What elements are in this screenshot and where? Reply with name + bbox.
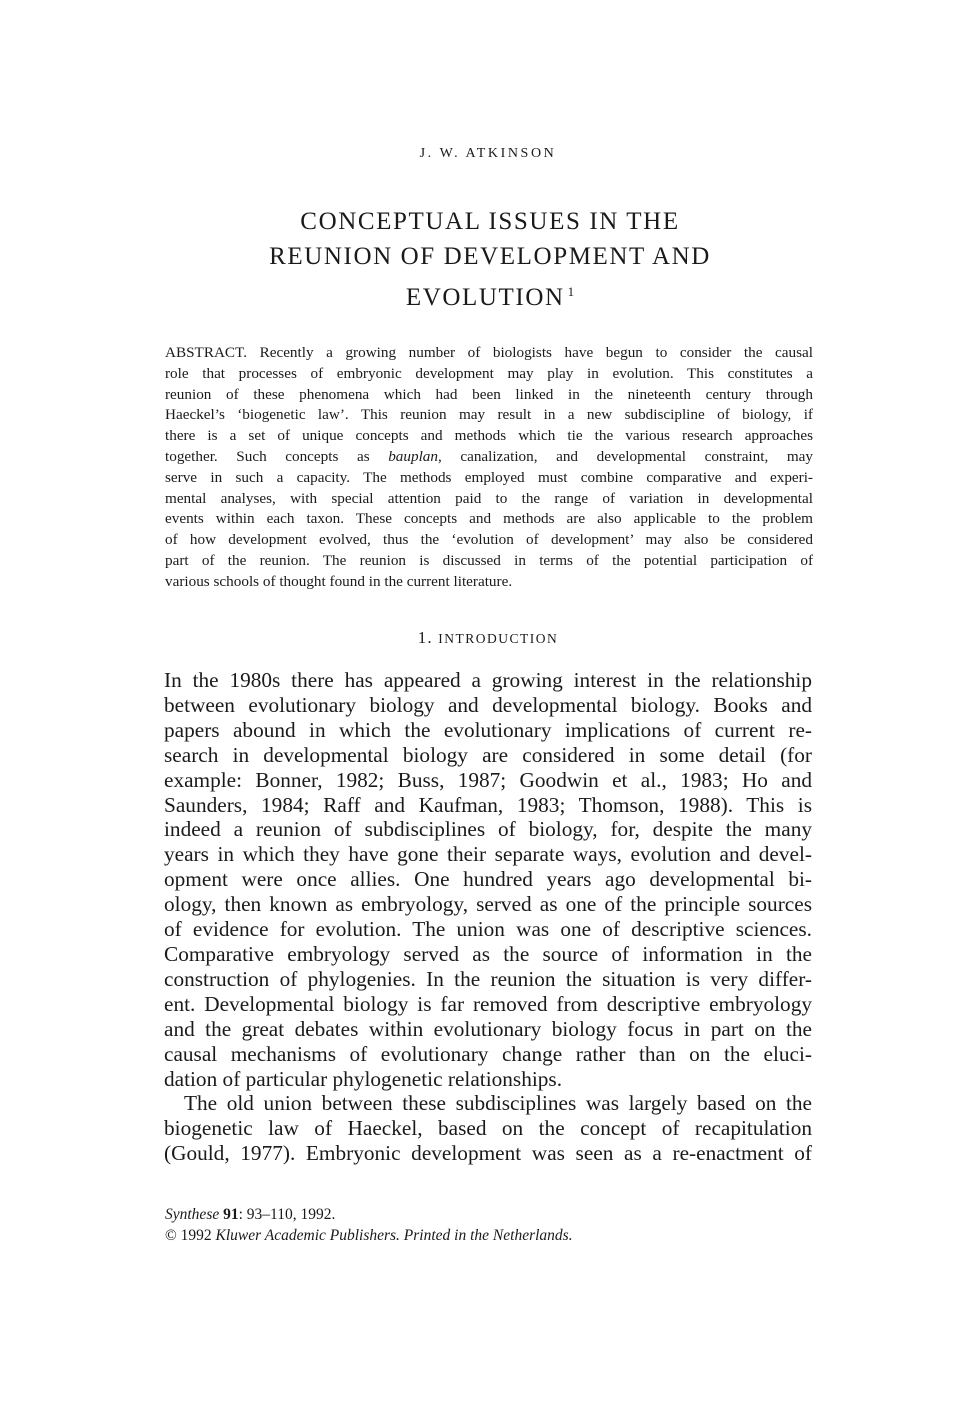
author-name: J. W. ATKINSON xyxy=(419,146,557,161)
title-line-3 xyxy=(200,274,780,315)
abstract-line-part: , canalization, and developmental constraint, may xyxy=(437,447,813,465)
abstract-line: of how development evolved, thus the ‘evolution of development’ may also be considered xyxy=(165,531,813,549)
body-line: dation of particular phylogenetic relationships. xyxy=(164,1066,563,1091)
abstract-line: ABSTRACT. Recently a growing number of biologists have begun to consider the causal xyxy=(165,344,813,361)
abstract-line: various schools of thought found in the current literature. xyxy=(165,572,513,590)
body-line: construction of phylogenies. In the reunion the situation is very differ- xyxy=(164,966,812,991)
section-heading xyxy=(0,628,976,648)
abstract-line xyxy=(165,447,813,468)
abstract-line: reunion of these phenomena which had been linked in the nineteenth century through xyxy=(165,385,813,403)
abstract xyxy=(165,343,813,593)
section-title: INTRODUCTION xyxy=(438,631,559,646)
publisher-note: Kluwer Academic Publishers. Printed in the Netherlands. xyxy=(215,1227,573,1244)
body-line: search in developmental biology are considered in some detail (for xyxy=(164,742,812,767)
journal-name: Synthese xyxy=(165,1206,220,1223)
copyright-mark: © 1992 xyxy=(165,1227,212,1244)
body-line: between evolutionary biology and developmental biology. Books and xyxy=(164,692,812,717)
abstract-line: serve in such a capacity. The methods employed must combine comparative and experi- xyxy=(165,468,813,486)
abstract-line: events within each taxon. These concepts and methods are also applicable to the problem xyxy=(165,510,813,528)
body-line: biogenetic law of Haeckel, based on the concept of recapitulation xyxy=(164,1116,812,1141)
title-footnote-mark: 1 xyxy=(567,284,575,299)
journal-volume: 91 xyxy=(223,1206,239,1223)
body-line: example: Bonner, 1982; Buss, 1987; Goodwin et al., 1983; Ho and xyxy=(164,767,812,792)
body-text xyxy=(164,668,812,1166)
abstract-italic-term: bauplan xyxy=(388,447,438,465)
body-line: Saunders, 1984; Raff and Kaufman, 1983; Thomson, 1988). This is xyxy=(164,792,812,817)
abstract-line: role that processes of embryonic development may play in evolution. This constitutes a xyxy=(165,364,813,382)
body-line: In the 1980s there has appeared a growing interest in the relationship xyxy=(164,668,812,692)
abstract-line: mental analyses, with special attention paid to the range of variation in developmental xyxy=(165,489,813,507)
body-line: of evidence for evolution. The union was one of descriptive sciences. xyxy=(164,917,812,942)
body-line: The old union between these subdisciplines was largely based on the xyxy=(184,1091,812,1116)
abstract-line: part of the reunion. The reunion is discussed in terms of the potential participation of xyxy=(165,551,813,569)
body-line: years in which they have gone their separate ways, evolution and devel- xyxy=(164,842,812,867)
abstract-line: Haeckel’s ‘biogenetic law’. This reunion may result in a new subdiscipline of biology, if xyxy=(165,406,813,424)
body-line: (Gould, 1977). Embryonic development was seen as a re-enactment of xyxy=(164,1141,812,1166)
section-number: 1. xyxy=(417,628,433,647)
body-line: and the great debates within evolutionary biology focus in part on the xyxy=(164,1016,812,1041)
paper-title xyxy=(200,204,780,315)
publication-footer xyxy=(165,1204,813,1246)
body-line: indeed a reunion of subdisciplines of biology, for, despite the many xyxy=(164,817,812,842)
body-line: papers abound in which the evolutionary implications of current re- xyxy=(164,717,812,742)
body-line: ent. Developmental biology is far removed from descriptive embryology xyxy=(164,991,812,1016)
title-line-2: REUNION OF DEVELOPMENT AND xyxy=(269,243,711,270)
body-line: causal mechanisms of evolutionary change rather than on the eluci- xyxy=(164,1041,812,1066)
title-line-3-text: EVOLUTION xyxy=(405,284,565,311)
body-line: Comparative embryology served as the source of information in the xyxy=(164,941,812,966)
title-line-1: CONCEPTUAL ISSUES IN THE xyxy=(300,208,680,235)
journal-pages-year: : 93–110, 1992. xyxy=(238,1206,336,1223)
citation-line xyxy=(165,1204,813,1225)
abstract-line-part: together. Such concepts as xyxy=(165,447,389,465)
copyright-line xyxy=(165,1225,813,1246)
abstract-line: there is a set of unique concepts and methods which tie the various research approaches xyxy=(165,427,813,445)
body-line: opment were once allies. One hundred years ago developmental bi- xyxy=(164,867,812,892)
body-line: ology, then known as embryology, served as one of the principle sources xyxy=(164,892,812,917)
